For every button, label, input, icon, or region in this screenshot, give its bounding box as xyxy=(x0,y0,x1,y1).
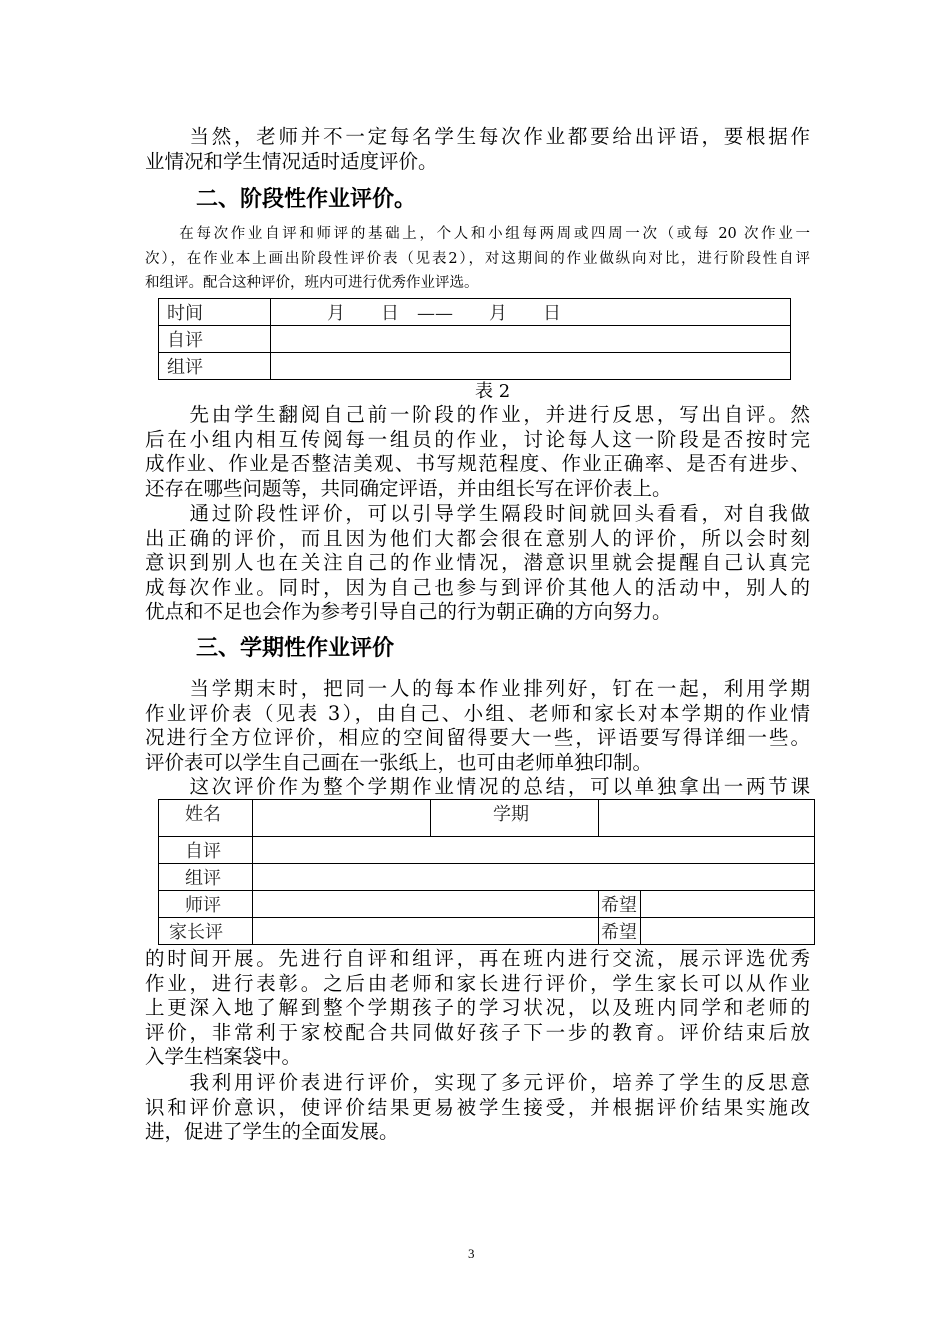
table-row xyxy=(159,800,815,837)
table-cell-teacher-label: 师评 xyxy=(159,891,253,918)
text-line: 上更深入地了解到整个学期孩子的学习状况，以及班内同学和老师的 xyxy=(145,996,810,1019)
text-line: 我利用评价表进行评价，实现了多元评价，培养了学生的反思意 xyxy=(145,1071,810,1094)
text-line: 评价，非常利于家校配合共同做好孩子下一步的教育。评价结束后放 xyxy=(145,1020,810,1044)
paragraph-stage-intro xyxy=(145,222,810,296)
table-cell-term-value xyxy=(599,800,815,837)
table-cell-label: 时间 xyxy=(159,299,271,326)
table-3-term-evaluation xyxy=(158,799,815,945)
table-cell-parent-value xyxy=(253,918,599,945)
table-row xyxy=(159,353,791,380)
table-cell-name-label: 姓名 xyxy=(159,800,253,837)
table-cell-value xyxy=(271,353,791,380)
text-line: 业情况和学生情况适时适度评价。 xyxy=(145,149,438,173)
text-line: 和组评。配合这种评价，班内可进行优秀作业评选。 xyxy=(145,275,479,292)
table-cell-group-value xyxy=(253,864,815,891)
text-line: 还存在哪些问题等，共同确定评语，并由组长写在评价表上。 xyxy=(145,476,672,500)
table-cell-name-value xyxy=(253,800,431,837)
text-line: 通过阶段性评价，可以引导学生隔段时间就回头看看，对自我做 xyxy=(145,502,810,525)
text-line: 后在小组内相互传阅每一组员的作业，讨论每人这一阶段是否按时完 xyxy=(145,427,810,451)
text-line: 评价表可以学生自己画在一张纸上，也可由老师单独印制。 xyxy=(145,750,653,774)
table-cell-hope-label: 希望 xyxy=(599,891,641,918)
table-2-caption: 表 2 xyxy=(475,381,511,402)
text-line: 入学生档案袋中。 xyxy=(145,1045,302,1068)
text-line: 出正确的评价，而且因为他们大都会很在意别人的评价，所以会时刻 xyxy=(145,526,810,550)
table-cell-label: 自评 xyxy=(159,326,271,353)
table-cell-hope-label: 希望 xyxy=(599,918,641,945)
table-cell-term-label: 学期 xyxy=(431,800,599,837)
text-line: 意识到别人也在关注自己的作业情况，潜意识里就会提醒自己认真完 xyxy=(145,551,810,574)
text-line: 成每次作业。同时，因为自己也参与到评价其他人的活动中，别人的 xyxy=(145,575,810,599)
table-row xyxy=(159,837,815,864)
table-cell-value xyxy=(271,326,791,353)
heading-term-evaluation: 三、学期性作业评价 xyxy=(196,636,395,661)
text-line: 作业，进行表彰。之后由老师和家长进行评价，学生家长可以从作业 xyxy=(145,971,810,995)
text-line: 成作业、作业是否整洁美观、书写规范程度、作业正确率、是否有进步、 xyxy=(145,452,810,475)
table-cell-hope-value xyxy=(641,918,815,945)
table-row xyxy=(159,326,791,353)
table-cell-label: 组评 xyxy=(159,353,271,380)
table-cell-hope-value xyxy=(641,891,815,918)
table-cell-teacher-value xyxy=(253,891,599,918)
text-line: 先由学生翻阅自己前一阶段的作业，并进行反思，写出自评。然 xyxy=(145,403,810,426)
text-line: 优点和不足也会作为参考引导自己的行为朝正确的方向努力。 xyxy=(145,600,672,623)
table-cell-parent-label: 家长评 xyxy=(159,918,253,945)
table-cell-self-label: 自评 xyxy=(159,837,253,864)
text-line: 进，促进了学生的全面发展。 xyxy=(145,1120,399,1143)
text-line: 况进行全方位评价，相应的空间留得要大一些，评语要写得详细一些。 xyxy=(145,726,810,749)
text-line: 这次评价作为整个学期作业情况的总结，可以单独拿出一两节课 xyxy=(145,775,810,798)
text-line: 当学期末时，把同一人的每本作业排列好，钉在一起，利用学期 xyxy=(145,677,810,700)
table-row xyxy=(159,299,791,326)
table-row xyxy=(159,891,815,918)
table-cell-group-label: 组评 xyxy=(159,864,253,891)
text-line: 的时间开展。先进行自评和组评，再在班内进行交流，展示评选优秀 xyxy=(145,947,810,970)
table-cell-value: 月 日 —— 月 日 xyxy=(271,299,791,326)
text-line: 次），在作业本上画出阶段性评价表（见表2），对这期间的作业做纵向对比，进行阶段性自评 xyxy=(145,250,810,267)
paragraph-conclusion xyxy=(145,1071,810,1145)
paragraph-term-intro xyxy=(145,677,810,800)
paragraph-stage-benefit xyxy=(145,502,810,625)
text-line: 作业评价表（见表 3），由自己、小组、老师和家长对本学期的作业情 xyxy=(145,701,810,725)
paragraph-teacher-comments xyxy=(145,125,810,174)
page-number: 3 xyxy=(468,1246,475,1261)
table-cell-self-value xyxy=(253,837,815,864)
table-2-stage-evaluation xyxy=(158,298,791,380)
table-row xyxy=(159,864,815,891)
text-line: 识和评价意识，使评价结果更易被学生接受，并根据评价结果实施改 xyxy=(145,1095,810,1119)
heading-stage-evaluation: 二、阶段性作业评价。 xyxy=(196,187,417,212)
text-line: 当然，老师并不一定每名学生每次作业都要给出评语，要根据作 xyxy=(145,125,810,148)
text-line: 在每次作业自评和师评的基础上，个人和小组每两周或四周一次（或每 20 次作业一 xyxy=(145,226,810,242)
paragraph-stage-process xyxy=(145,403,810,501)
paragraph-term-process xyxy=(145,947,810,1070)
table-row xyxy=(159,918,815,945)
